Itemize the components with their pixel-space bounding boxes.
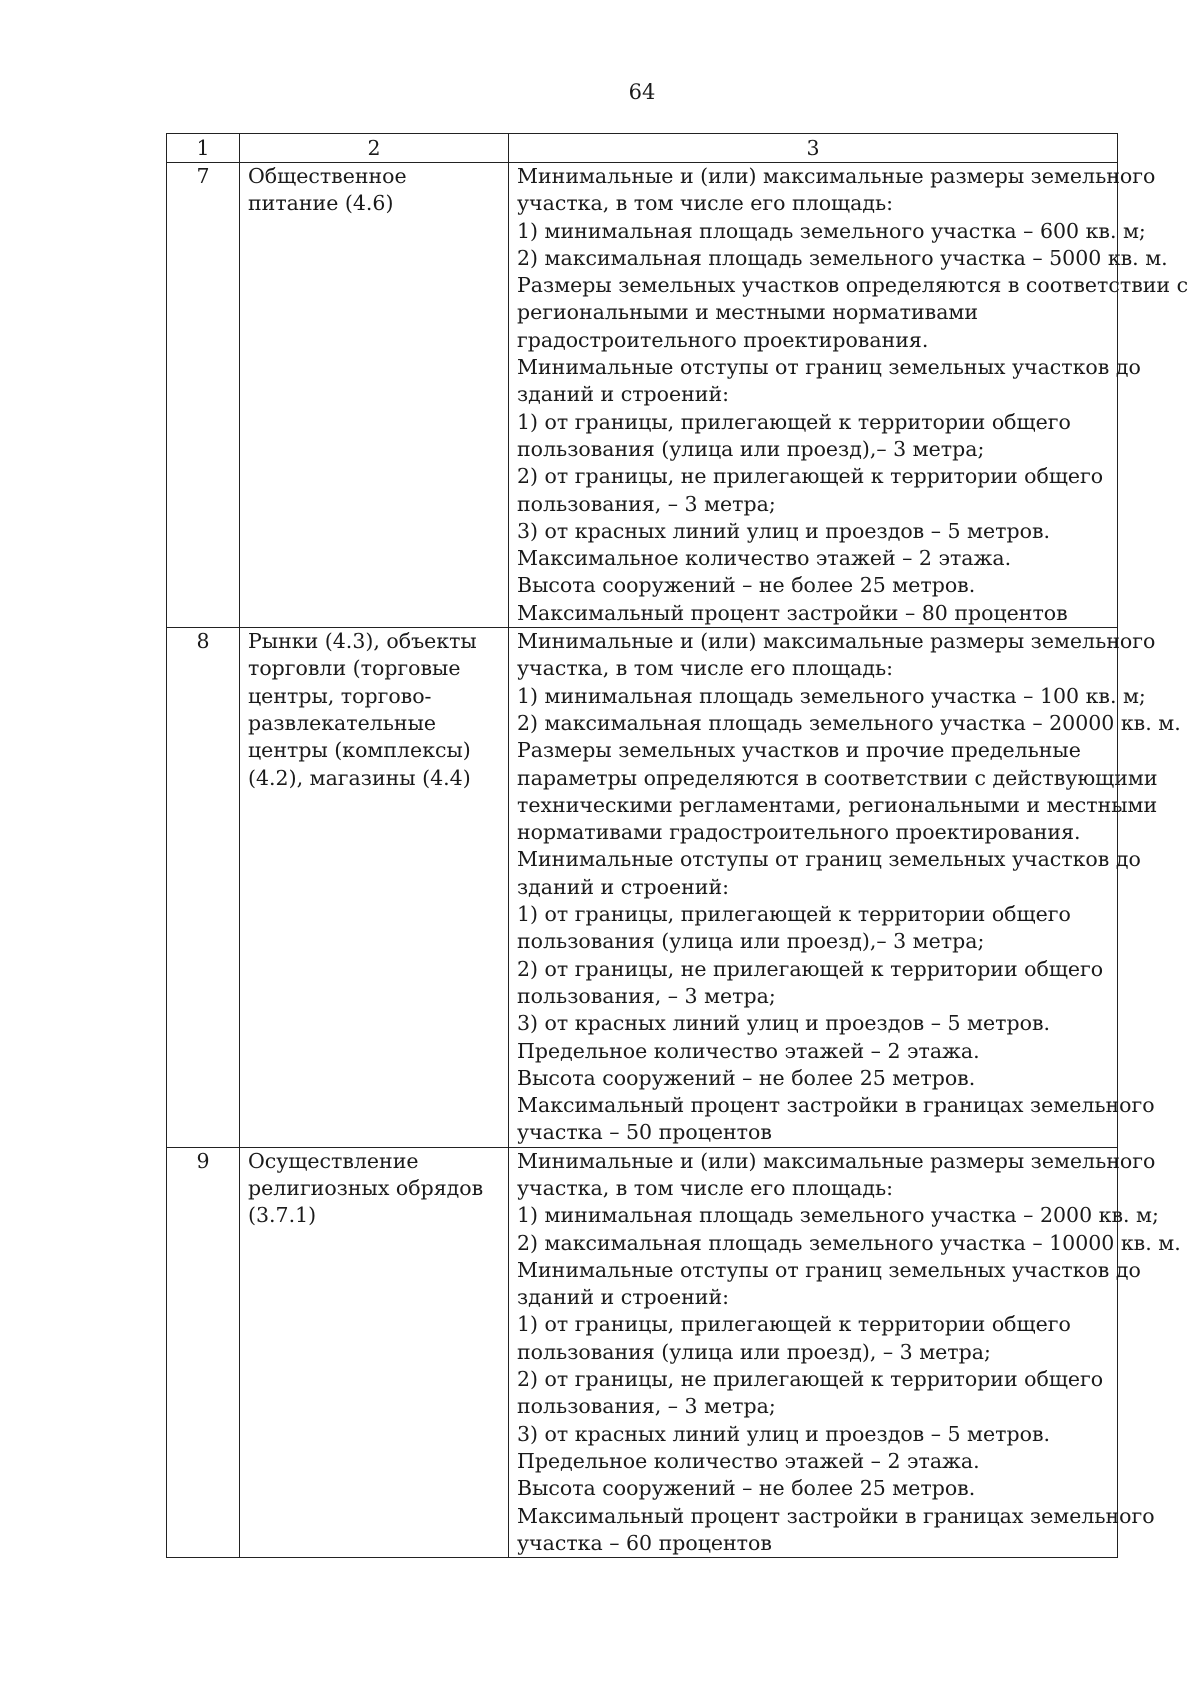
use-type-line: центры (комплексы) [248,738,471,763]
parameter-line: участка – 50 процентов [517,1120,772,1145]
parameter-line: 3) от красных линий улиц и проездов – 5 метров. [517,518,1050,543]
parameter-line: участка, в том числе его площадь: [517,191,894,216]
parameter-line: Предельное количество этажей – 2 этажа. [517,1038,980,1063]
parameter-line: 2) от границы, не прилегающей к территории общего [517,956,1104,981]
parameter-line: Минимальные отступы от границ земельных участков до [517,1257,1141,1282]
parameter-line: 2) максимальная площадь земельного участка – 20000 кв. м. [517,710,1181,735]
use-type-line: центры, торгово- [248,683,432,708]
parameter-line: техническими регламентами, региональными и местными [517,792,1158,817]
zoning-parameters-table [166,133,1189,1558]
use-type-line: религиозных обрядов [248,1175,484,1200]
use-type-line: Общественное [248,164,407,188]
row-number: 7 [167,163,240,628]
parameter-line: зданий и строений: [517,382,730,407]
parameter-line: Максимальный процент застройки – 80 процентов [517,600,1068,625]
parameter-line: пользования (улица или проезд), – 3 метра; [517,1339,991,1364]
parameter-line: 1) минимальная площадь земельного участка – 2000 кв. м; [517,1203,1159,1228]
header-col-2: 2 [240,134,509,163]
parameter-line: Минимальные отступы от границ земельных участков до [517,355,1141,380]
parameter-line: участка, в том числе его площадь: [517,656,894,681]
use-type-line: торговли (торговые [248,656,461,681]
page-number: 64 [628,80,656,104]
use-type-line: Рынки (4.3), объекты [248,629,477,654]
use-type-line: (4.2), магазины (4.4) [248,765,471,790]
parameter-line: Максимальное количество этажей – 2 этажа. [517,546,1012,571]
parameter-line: Минимальные и (или) максимальные размеры земельного [517,1148,1156,1173]
parameter-line: 2) от границы, не прилегающей к территории общего [517,464,1104,489]
parameters-cell [509,163,1189,628]
parameter-line: Высота сооружений – не более 25 метров. [517,573,976,598]
parameter-line: Минимальные и (или) максимальные размеры земельного [517,164,1156,188]
parameters-cell [509,1147,1181,1557]
use-type-line: развлекательные [248,710,437,735]
parameter-line: 1) минимальная площадь земельного участка – 100 кв. м; [517,683,1146,708]
parameter-line: участка – 60 процентов [517,1530,772,1555]
parameter-line: нормативами градостроительного проектирования. [517,820,1081,845]
parameter-line: Минимальные и (или) максимальные размеры земельного [517,629,1156,654]
parameters-cell [509,628,1181,1148]
parameter-line: участка, в том числе его площадь: [517,1175,894,1200]
use-type-cell [240,163,509,628]
parameter-line: Максимальный процент застройки в границах земельного [517,1503,1155,1528]
parameter-line: 1) от границы, прилегающей к территории общего [517,409,1071,434]
parameter-line: 1) от границы, прилегающей к территории общего [517,902,1071,927]
parameter-line: 1) от границы, прилегающей к территории общего [517,1312,1071,1337]
use-type-cell [240,628,509,1148]
parameter-line: пользования, – 3 метра; [517,491,776,516]
parameter-line: 2) от границы, не прилегающей к территории общего [517,1367,1104,1392]
parameter-line: пользования, – 3 метра; [517,1394,776,1419]
parameter-line: Размеры земельных участков определяются в соответствии с [517,273,1189,298]
parameter-line: региональными и местными нормативами [517,300,979,325]
parameter-line: зданий и строений: [517,874,730,899]
table-row [167,163,1118,628]
parameter-line: зданий и строений: [517,1285,730,1310]
parameter-line: 3) от красных линий улиц и проездов – 5 метров. [517,1011,1050,1036]
use-type-line: Осуществление [248,1148,419,1173]
parameter-line: параметры определяются в соответствии с действующими [517,765,1158,790]
parameter-line: 1) минимальная площадь земельного участка – 600 кв. м; [517,218,1146,243]
parameter-line: градостроительного проектирования. [517,327,929,352]
parameter-line: 2) максимальная площадь земельного участка – 10000 кв. м. [517,1230,1181,1255]
use-type-cell [240,1147,509,1557]
header-col-3: 3 [509,134,1118,163]
table-row [167,1147,1118,1557]
use-type-line: питание (4.6) [248,191,394,216]
table-header-row [167,134,1118,163]
parameter-line: Минимальные отступы от границ земельных участков до [517,847,1141,872]
parameter-line: Максимальный процент застройки в границах земельного [517,1093,1155,1118]
parameter-line: пользования (улица или проезд),– 3 метра; [517,929,985,954]
table-row [167,628,1118,1148]
row-number: 8 [167,628,240,1148]
header-col-1: 1 [167,134,240,163]
parameter-line: Высота сооружений – не более 25 метров. [517,1476,976,1501]
parameter-line: Предельное количество этажей – 2 этажа. [517,1448,980,1473]
row-number: 9 [167,1147,240,1557]
parameter-line: 3) от красных линий улиц и проездов – 5 метров. [517,1421,1050,1446]
parameter-line: пользования (улица или проезд),– 3 метра; [517,436,985,461]
parameter-line: 2) максимальная площадь земельного участка – 5000 кв. м. [517,245,1168,270]
parameter-line: пользования, – 3 метра; [517,983,776,1008]
use-type-line: (3.7.1) [248,1203,317,1228]
parameter-line: Высота сооружений – не более 25 метров. [517,1065,976,1090]
parameter-line: Размеры земельных участков и прочие предельные [517,738,1081,763]
